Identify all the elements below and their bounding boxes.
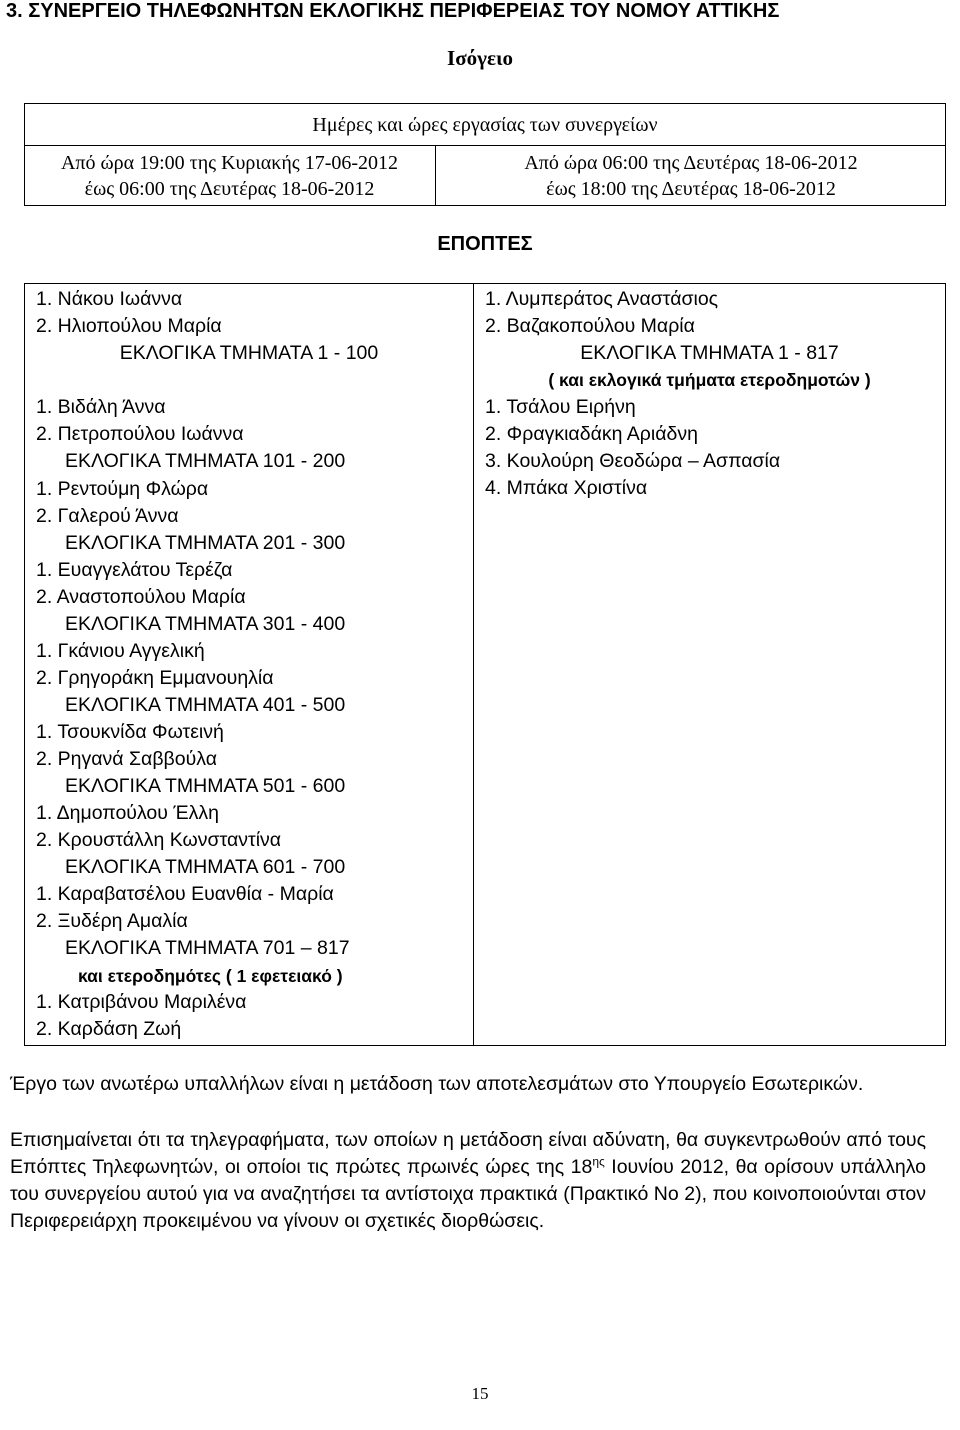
paragraph-telegrams-part-2: Ιουνίου 2012, θα ορίσουν υπάλληλο του συνεργείου αυτού για να αναζητήσει τα αντίστοιχα πρακτικά (Πρακτικό Νο 2), που κοινοποιούνται στον Περιφερειάρχη προκειμένου να γίνουν οι σχετικές διορθώσεις. [10, 1156, 926, 1232]
right-person: 4. Μπάκα Χριστίνα [485, 477, 648, 499]
left-section: ΕΚΛΟΓΙΚΑ ΤΜΗΜΑΤΑ 701 – 817 [65, 937, 350, 959]
right-supervisor-1: 1. Λυμπεράτος Αναστάσιος [485, 288, 719, 310]
left-section: ΕΚΛΟΓΙΚΑ ΤΜΗΜΑΤΑ 301 - 400 [65, 613, 346, 635]
left-person: 1. Κατριβάνου Μαριλένα [36, 991, 247, 1013]
right-person: 1. Τσάλου Ειρήνη [485, 396, 636, 418]
page-heading: 3. ΣΥΝΕΡΓΕΙΟ ΤΗΛΕΦΩΝΗΤΩΝ ΕΚΛΟΓΙΚΗΣ ΠΕΡΙΦΕΡΕΙΑΣ ΤΟΥ ΝΟΜΟΥ ΑΤΤΙΚΗΣ [6, 0, 780, 22]
left-person: 1. Γκάνιου Αγγελική [36, 640, 205, 662]
left-person: 2. Γρηγοράκη Εμμανουηλία [36, 667, 274, 689]
table-bottom-border [24, 205, 946, 206]
supervisors-bottom-border [24, 1045, 946, 1046]
right-shift-line-2: έως 18:00 της Δευτέρας 18-06-2012 [546, 178, 836, 200]
left-person: 2. Γαλερού Άννα [36, 505, 179, 527]
right-section-1-817: ΕΚΛΟΓΙΚΑ ΤΜΗΜΑΤΑ 1 - 817 [580, 342, 839, 364]
paragraph-telegrams [10, 1127, 926, 1235]
table-top-border [24, 103, 946, 104]
left-person: 1. Δημοπούλου Έλλη [36, 802, 219, 824]
supervisors-label: ΕΠΟΠΤΕΣ [437, 233, 533, 255]
left-person: 1. Καραβατσέλου Ευανθία - Μαρία [36, 883, 334, 905]
left-section: ΕΚΛΟΓΙΚΑ ΤΜΗΜΑΤΑ 101 - 200 [65, 450, 346, 472]
ordinal-superscript: ης [592, 1154, 605, 1169]
left-shift-line-1: Από ώρα 19:00 της Κυριακής 17-06-2012 [60, 152, 399, 174]
left-person: 2. Πετροπούλου Ιωάννα [36, 423, 244, 445]
left-section: ΕΚΛΟΓΙΚΑ ΤΜΗΜΑΤΑ 601 - 700 [65, 856, 346, 878]
left-person: 2. Αναστοπούλου Μαρία [36, 586, 246, 608]
left-person: 2. Κρουστάλλη Κωνσταντίνα [36, 829, 282, 851]
paragraph-duties: Έργο των ανωτέρω υπαλλήλων είναι η μετάδοση των αποτελεσμάτων στο Υπουργείο Εσωτερικών. [10, 1073, 864, 1095]
paragraph-telegrams-part-1: Επισημαίνεται ότι τα τηλεγραφήματα, των οποίων η μετάδοση είναι αδύνατη, θα συγκεντρωθούν από τους Επόπτες Τηλεφωνητών, οι οποίοι τις πρώτες πρωινές ώρες της 18 [10, 1129, 926, 1178]
left-person: 1. Βιδάλη Άννα [36, 396, 166, 418]
supervisors-right-border [945, 283, 946, 1046]
left-person: 2. Ξυδέρη Αμαλία [36, 910, 188, 932]
left-supervisor-1: 1. Νάκου Ιωάννα [36, 288, 183, 310]
left-supervisor-2: 2. Ηλιοπούλου Μαρία [36, 315, 222, 337]
supervisors-left-border [24, 283, 25, 1046]
left-person: 2. Καρδάση Ζωή [36, 1018, 182, 1040]
working-days-header: Ημέρες και ώρες εργασίας των συνεργείων [312, 114, 658, 136]
supervisors-top-border [24, 283, 946, 284]
left-shift-line-2: έως 06:00 της Δευτέρας 18-06-2012 [84, 178, 375, 200]
floor-label: Ισόγειο [447, 46, 513, 70]
left-person: 1. Ευαγγελάτου Τερέζα [36, 559, 233, 581]
right-person: 3. Κουλούρη Θεοδώρα – Ασπασία [485, 450, 781, 472]
left-person: 1. Ρεντούμη Φλώρα [36, 478, 209, 500]
right-shift-line-1: Από ώρα 06:00 της Δευτέρας 18-06-2012 [524, 152, 858, 174]
left-section: ΕΚΛΟΓΙΚΑ ΤΜΗΜΑΤΑ 401 - 500 [65, 694, 346, 716]
left-person: 1. Τσουκνίδα Φωτεινή [36, 721, 224, 743]
right-supervisor-2: 2. Βαζακοπούλου Μαρία [485, 315, 695, 337]
page-number: 15 [471, 1384, 489, 1403]
left-person: 2. Ρηγανά Σαββούλα [36, 748, 217, 770]
table-row-divider [24, 145, 946, 146]
left-section: ΕΚΛΟΓΙΚΑ ΤΜΗΜΑΤΑ 201 - 300 [65, 532, 346, 554]
last-section-note: και ετεροδημότες ( 1 εφετειακό ) [78, 966, 343, 986]
left-section-1-100: ΕΚΛΟΓΙΚΑ ΤΜΗΜΑΤΑ 1 - 100 [119, 342, 379, 364]
right-person: 2. Φραγκιαδάκη Αριάδνη [485, 423, 698, 445]
right-section-note: ( και εκλογικά τμήματα ετεροδημοτών ) [548, 370, 871, 390]
left-section: ΕΚΛΟΓΙΚΑ ΤΜΗΜΑΤΑ 501 - 600 [65, 775, 346, 797]
supervisors-column-divider [473, 283, 474, 1046]
